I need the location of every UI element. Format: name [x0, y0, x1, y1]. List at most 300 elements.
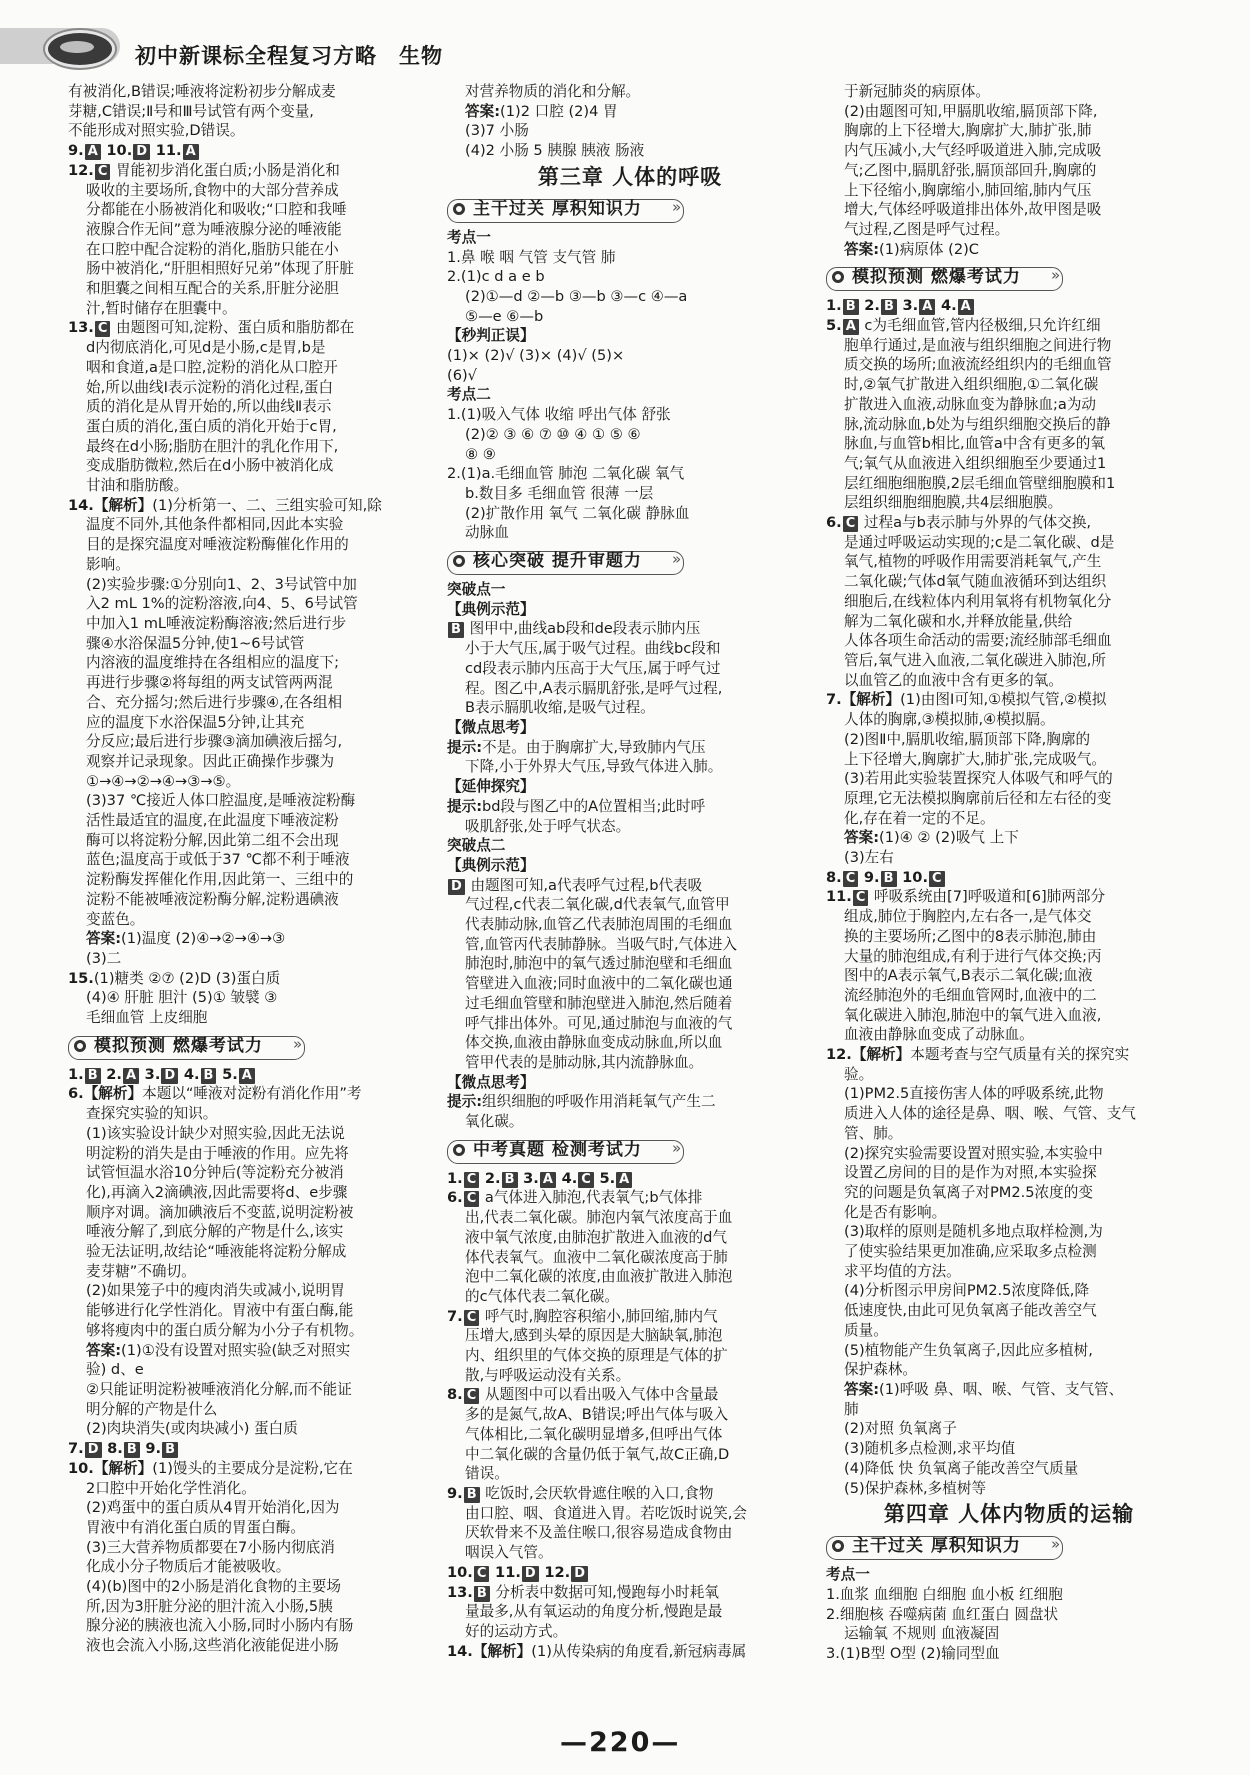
gear-icon [74, 1040, 86, 1052]
text-line [447, 425, 813, 445]
line-text: (2)肉块消失(或肉块减小) 蛋白质 [86, 1420, 298, 1438]
text-line [68, 141, 436, 161]
text-line [447, 1602, 813, 1622]
line-text: (2)实验步骤:①分别向1、2、3号试管中加 [86, 575, 357, 593]
text-line [447, 738, 813, 758]
line-text: (1)呼吸 鼻、咽、喉、气管、支气管、 [879, 1381, 1124, 1398]
text-line [447, 580, 813, 600]
line-text: 好的运动方式。 [465, 1622, 568, 1640]
text-line [447, 1622, 813, 1642]
header-title [135, 40, 443, 70]
text-line [826, 1301, 1192, 1321]
line-text: 应的温度下水浴保温5分钟,让其充 [86, 713, 305, 731]
text-line [447, 895, 813, 915]
text-line [447, 757, 813, 777]
text-line [447, 1504, 813, 1524]
text-line [826, 375, 1192, 395]
question-number: 13. [447, 1583, 473, 1601]
text-line [447, 1464, 813, 1484]
text-line [447, 121, 813, 141]
text-line [447, 1053, 813, 1073]
text-line [826, 513, 1192, 533]
text-line [68, 772, 436, 792]
line-text: 淀粉酶发挥催化作用,因此第一、三组中的 [86, 871, 354, 889]
text-line [68, 240, 436, 260]
line-text: ①→④→②→④→③→⑤。 [86, 772, 241, 790]
line-text: (2)图Ⅱ中,膈肌收缩,膈顶部下降,胸廓的 [844, 730, 1091, 748]
line-text: (3)二 [86, 949, 122, 967]
text-line [447, 405, 813, 425]
text-line [447, 954, 813, 974]
text-line [68, 555, 436, 575]
answer-badge: B [881, 871, 897, 887]
text-line [68, 299, 436, 319]
text-line [447, 484, 813, 504]
text-line [68, 1498, 436, 1518]
text-line [826, 1163, 1192, 1183]
text-line [68, 358, 436, 378]
text-line [447, 659, 813, 679]
line-text: 出,代表二氧化碳。肺泡内氧气浓度高于血 [465, 1209, 733, 1227]
line-text: d内彻底消化,可见d是小肠,c是胃,b是 [86, 339, 326, 357]
gear-icon [453, 203, 465, 215]
text-line [68, 634, 436, 654]
line-text: 观察并记录现象。因此正确操作步骤为 [86, 752, 335, 770]
section-tag: 【解析】 [841, 691, 901, 709]
question-number: 7. [826, 691, 842, 709]
text-line [68, 910, 436, 930]
line-text: 影响。 [86, 555, 130, 573]
line-text: 中二氧化碳的含量仍低于氧气,故C正确,D [465, 1445, 730, 1463]
text-line [447, 141, 813, 161]
line-text: 腺分泌的胰液也流入小肠,同时小肠内有肠 [86, 1617, 354, 1635]
line-text: 由口腔、咽、食道进入胃。若吃饭时说笑,会 [465, 1504, 747, 1522]
line-text: 本题考查与空气质量有关的探究实 [910, 1046, 1130, 1064]
text-line [447, 504, 813, 524]
section-tag: 【解析】 [93, 496, 153, 514]
question-number: 6. [447, 1189, 463, 1207]
section-banner [826, 263, 1192, 293]
answer-badge: A [958, 299, 974, 315]
line-text: c为毛细血管,管内径极细,只允许红细 [864, 317, 1101, 335]
section-tag: 【秒判正误】 [447, 327, 535, 345]
section-banner-title: 模拟预测 燃爆考试力 [94, 1035, 263, 1056]
text-line [68, 1419, 436, 1439]
line-text: 究的问题是负氧离子对PM2.5浓度的变 [844, 1183, 1093, 1201]
section-banner-title: 核心突破 提升审题力 [473, 551, 642, 572]
line-text: 求平均值的方法。 [844, 1262, 961, 1280]
question-number: 9. [145, 1440, 162, 1458]
line-text: 保护森林。 [844, 1361, 917, 1379]
column-middle [447, 82, 813, 1661]
line-text: 再进行步骤②将每组的两支试管两两混 [86, 674, 333, 692]
text-line [68, 811, 436, 831]
line-text: 骤④水浴保温5分钟,使1~6号试管 [86, 634, 305, 652]
line-text: (3)随机多点检测,求平均值 [844, 1440, 1016, 1458]
text-line [68, 279, 436, 299]
line-text: 过程a与b表示肺与外界的气体交换, [863, 514, 1092, 532]
line-text: 化,存在着一定的不足。 [844, 809, 995, 827]
text-line [826, 927, 1192, 947]
text-line [68, 1597, 436, 1617]
line-text: (1)PM2.5直接伤害人体的呼吸系统,此物 [844, 1085, 1104, 1103]
text-line [826, 631, 1192, 651]
line-text: (1)该实验设计缺少对照实验,因此无法说 [86, 1124, 345, 1142]
line-text: 以血管乙的血液中含有更多的氧。 [844, 671, 1063, 689]
line-text: 代表肺动脉,血管乙代表肺泡周围的毛细血 [465, 916, 733, 934]
line-text: (3)37 ℃接近人体口腔温度,是唾液淀粉酶 [86, 792, 356, 810]
section-tag: 【解析】 [851, 1046, 911, 1064]
line-text: 气过程,c代表二氧化碳,d代表氧气,血管甲 [465, 896, 730, 914]
line-text: (1)分析第一、二、三组实验可知,除 [152, 496, 382, 514]
answer-badge: A [919, 299, 935, 315]
line-text: 细胞后,在线粒体内利用氧将有机物氧化分 [844, 592, 1112, 610]
text-line [68, 1557, 436, 1577]
text-line [826, 82, 1192, 102]
line-text: 气过程,乙图是呼气过程。 [844, 220, 1010, 238]
line-text: 查探究实验的知识。 [86, 1105, 218, 1123]
text-line [447, 228, 813, 248]
line-text: 化成小分子物质后才能被吸收。 [86, 1558, 291, 1576]
line-text: 质交换的场所;血液流经组织内的毛细血管 [844, 356, 1112, 374]
question-number: 5. [826, 317, 842, 335]
question-number: 3. [523, 1169, 539, 1187]
line-text: 管,血管丙代表肺静脉。当吸气时,气体进入 [465, 935, 737, 953]
line-text: (2)扩散作用 氧气 二氧化碳 静脉血 [465, 504, 690, 522]
text-line [826, 1624, 1192, 1644]
text-line [447, 915, 813, 935]
text-line [447, 1267, 813, 1287]
line-text: (4)(b)图中的2小肠是消化食物的主要场 [86, 1578, 341, 1596]
section-tag: 【解析】 [472, 1642, 532, 1660]
text-line [68, 1577, 436, 1597]
question-number: 10. [106, 142, 133, 160]
answer-badge: B [448, 622, 464, 638]
answer-badge: A [85, 144, 101, 160]
line-text: 2.(1)c d a e b [447, 268, 545, 286]
line-text: 上下径缩小,胸廓缩小,肺回缩,肺内气压 [844, 181, 1092, 199]
text-line [447, 102, 813, 122]
answer-badge: D [522, 1566, 539, 1582]
text-line [68, 1104, 436, 1124]
text-line [447, 1169, 813, 1189]
section-banner-title: 主干过关 厚积知识力 [473, 198, 642, 219]
line-text: 过毛细血管壁和肺泡壁进入肺泡,然后随着 [465, 994, 733, 1012]
line-text: 2.细胞核 吞噬病菌 血红蛋白 圆盘状 [826, 1605, 1059, 1623]
text-line [826, 612, 1192, 632]
text-line [447, 1092, 813, 1112]
line-text: 体代表氧气。血液中二氧化碳浓度高于肺 [465, 1248, 728, 1266]
line-text: 动脉血 [465, 524, 509, 542]
answer-badge: B [464, 1487, 480, 1503]
answer-badge: D [161, 1068, 178, 1084]
text-line [68, 614, 436, 634]
text-line [447, 267, 813, 287]
line-text: 分反应;最后进行步骤③滴加碘液后摇匀, [86, 733, 343, 751]
section-tag: 答案: [844, 1381, 880, 1398]
text-line [447, 718, 813, 738]
line-text: 组成,肺位于胸腔内,左右各一,是气体交 [844, 908, 1092, 926]
text-line [447, 1208, 813, 1228]
answer-badge: A [239, 1068, 255, 1084]
text-line [447, 445, 813, 465]
question-number: 8. [107, 1440, 123, 1458]
line-text: 下降,小于外界大气压,导致气体进入肺。 [465, 758, 723, 776]
text-line [68, 1380, 436, 1400]
text-line [826, 966, 1192, 986]
line-text: (4)降低 快 负氧离子能改善空气质量 [844, 1459, 1079, 1477]
answer-badge: D [85, 1442, 102, 1458]
column-left [68, 82, 436, 1656]
text-line [826, 1380, 1192, 1400]
line-text: 设置乙房间的目的是作为对照,本实验探 [844, 1164, 1097, 1182]
line-text: B表示膈肌收缩,是吸气过程。 [465, 699, 655, 717]
section-tag: 答案: [844, 829, 880, 847]
line-text: 解为二氧化碳和水,并释放能量,供给 [844, 612, 1073, 630]
line-text: 泡中二氧化碳的浓度,由血液扩散进入肺泡 [465, 1268, 733, 1286]
line-text: (1)温度 (2)④→②→④→③ [121, 930, 286, 948]
section-tag: 答案: [86, 930, 122, 948]
question-number: 1. [68, 1065, 84, 1083]
text-line [68, 1301, 436, 1321]
line-text: 气;乙图中,膈肌舒张,膈顶部回升,胸廓的 [844, 161, 1097, 179]
line-text: (4)④ 肝脏 胆汁 (5)① 皱襞 ③ [86, 989, 278, 1007]
line-text: 的c气体代表二氧化碳。 [465, 1287, 619, 1305]
answer-badge: B [843, 299, 859, 315]
question-number: 14. [68, 496, 94, 514]
text-line [447, 366, 813, 386]
question-number: 9. [863, 868, 880, 886]
text-line [68, 515, 436, 535]
line-text: 原理,它无法模拟胸廓前后径和左右径的变 [844, 789, 1112, 807]
question-number: 9. [68, 142, 84, 160]
line-text: 内溶液的温度维持在各组相应的温度下; [86, 654, 340, 672]
line-text: 2口腔中开始化学性消化。 [86, 1479, 256, 1497]
line-text: 管甲代表的是肺动脉,其内流静脉血。 [465, 1053, 704, 1071]
answer-badge: A [843, 319, 859, 335]
section-tag: 【解析】 [93, 1459, 153, 1477]
text-line [68, 575, 436, 595]
chapter-title: 第四章 人体内物质的运输 [883, 1502, 1135, 1527]
question-number: 5. [222, 1065, 238, 1083]
line-text: a气体进入肺泡,代表氧气;b气体排 [484, 1189, 703, 1207]
line-text: (2)①—d ②—b ③—b ③—c ④—a [465, 287, 688, 305]
answer-badge: D [571, 1566, 588, 1582]
text-line [68, 1084, 436, 1104]
line-text: 化是否有影响。 [844, 1203, 947, 1221]
question-number: 4. [940, 297, 957, 315]
text-line [68, 1222, 436, 1242]
line-text: 咽误入气管。 [465, 1544, 553, 1562]
line-text: 人体各项生命活动的需要;流经肺部毛细血 [844, 632, 1112, 650]
text-line [826, 828, 1192, 848]
line-text: 错误。 [465, 1465, 509, 1483]
chevron-right-icon: » [293, 1034, 303, 1053]
line-text: 气;氧气从血液进入组织细胞至少要通过1 [844, 454, 1107, 472]
answer-badge: C [578, 1172, 594, 1188]
text-line [68, 1518, 436, 1538]
text-line [68, 1203, 436, 1223]
text-line [68, 752, 436, 772]
question-number: 12. [544, 1563, 571, 1581]
line-text: 和胆囊之间相互配合的关系,肝脏分泌胆 [86, 280, 339, 298]
line-text: 质的消化是从胃开始的,所以曲线Ⅱ表示 [86, 398, 332, 416]
line-text: 呼气时,胸腔容积缩小,肺回缩,肺内气 [484, 1307, 718, 1325]
line-text: (3)若用此实验装置探究人体吸气和呼气的 [844, 770, 1113, 788]
line-text: 人体的胸廓,③模拟肺,④模拟膈。 [844, 711, 1055, 729]
text-line [68, 850, 436, 870]
text-line [447, 876, 813, 896]
line-text: (2)鸡蛋中的蛋白质从4胃开始消化,因为 [86, 1499, 340, 1517]
section-banner [826, 1532, 1192, 1562]
line-text: 从题图中可以看出吸入气体中含量最 [484, 1386, 719, 1404]
text-line [447, 817, 813, 837]
section-tag: 【解析】 [83, 1085, 143, 1103]
section-tag: 考点一 [447, 228, 491, 246]
text-line [826, 1439, 1192, 1459]
answer-badge: C [853, 890, 869, 906]
line-text: 量最多,从有氧运动的角度分析,慢跑是最 [465, 1603, 723, 1621]
line-text: 压增大,感到头晕的原因是大脑缺氧,肺泡 [465, 1327, 723, 1345]
line-text: 咽和食道,a是口腔,淀粉的消化从口腔开 [86, 358, 338, 376]
line-text: 多的是氮气,故A、B错误;呼出气体与吸入 [465, 1406, 729, 1424]
text-line [826, 572, 1192, 592]
line-text: (2)探究实验需要设置对照实验,本实验中 [844, 1144, 1103, 1162]
text-line [826, 809, 1192, 829]
text-line [826, 769, 1192, 789]
line-text: 目的是探究温度对唾液淀粉酶催化作用的 [86, 536, 349, 554]
text-line [447, 856, 813, 876]
text-line [68, 1360, 436, 1380]
line-text: 麦芽糖”不确切。 [86, 1262, 196, 1280]
question-number: 1. [826, 297, 842, 315]
line-text: 胃液中有消化蛋白质的胃蛋白酶。 [86, 1518, 305, 1536]
text-line [826, 947, 1192, 967]
text-line [826, 434, 1192, 454]
section-tag: 答案: [86, 1341, 122, 1359]
line-text: 层组织细胞细胞膜,共4层细胞膜。 [844, 494, 1063, 512]
line-text: (4)分析图示甲房间PM2.5浓度降低,降 [844, 1282, 1090, 1300]
text-line [826, 710, 1192, 730]
text-line [447, 82, 813, 102]
line-text: ②只能证明淀粉被唾液消化分解,而不能证 [86, 1381, 352, 1398]
text-line [826, 1419, 1192, 1439]
line-text: (1)2 口腔 (2)4 胃 [500, 102, 618, 120]
text-line [447, 385, 813, 405]
line-text: 大量的肺泡组成,有利于进行气体交换;丙 [844, 947, 1102, 965]
text-line [826, 200, 1192, 220]
line-text: bd段与图乙中的A位置相当;此时呼 [482, 797, 706, 815]
section-tag: 答案: [465, 102, 501, 120]
line-text: 时,②氧气扩散进入组织细胞,①二氧化碳 [844, 376, 1099, 394]
text-line [826, 296, 1192, 316]
text-line [68, 378, 436, 398]
line-text: cd段表示肺内压高于大气压,属于呼气过 [465, 659, 721, 677]
line-text: 内、组织里的气体交换的原理是气体的扩 [465, 1347, 728, 1365]
line-text: 质进入人体的途径是鼻、咽、喉、气管、支气 [844, 1105, 1136, 1123]
answer-badge: B [474, 1586, 490, 1602]
text-line [447, 1405, 813, 1425]
line-text: 淀粉不能被唾液淀粉酶分解,淀粉遇碘液 [86, 890, 339, 908]
answer-badge: B [124, 1442, 140, 1458]
line-text: (5)保护森林,多植树等 [844, 1479, 987, 1497]
line-text: (1)从传染病的角度看,新冠病毒属 [531, 1642, 747, 1660]
chapter-title: 第三章 人体的呼吸 [537, 164, 723, 189]
text-line [447, 1307, 813, 1327]
text-line [447, 1188, 813, 1208]
text-line [826, 454, 1192, 474]
line-text: 1.血浆 血细胞 白细胞 血小板 红细胞 [826, 1585, 1063, 1603]
line-text: 试管恒温水浴10分钟后(等淀粉充分被消 [86, 1164, 344, 1182]
section-tag: 答案: [844, 240, 880, 258]
text-line [447, 464, 813, 484]
text-line [68, 1163, 436, 1183]
line-text: (1)④ ② (2)吸气 上下 [879, 829, 1019, 847]
text-line [68, 1459, 436, 1479]
text-line [826, 730, 1192, 750]
question-number: 8. [826, 868, 842, 886]
line-text: 质量。 [844, 1321, 888, 1339]
answer-badge: D [448, 879, 465, 895]
line-text: 蛋白质的消化,蛋白质的消化开始于c胃, [86, 417, 337, 435]
text-line [68, 437, 436, 457]
text-line [447, 1112, 813, 1132]
text-line [826, 1144, 1192, 1164]
line-text: 对营养物质的消化和分解。 [465, 83, 641, 100]
text-line [68, 949, 436, 969]
text-line [447, 1366, 813, 1386]
text-line [68, 1636, 436, 1656]
section-banner [447, 547, 813, 577]
text-line [826, 907, 1192, 927]
text-line [447, 1642, 813, 1662]
line-text: 氧化碳。 [465, 1113, 524, 1131]
text-line [447, 619, 813, 639]
line-text: 够将瘦肉中的蛋白质分解为小分子有机物。 [86, 1321, 364, 1339]
line-text: 肠中被消化,“肝胆相照好兄弟”体现了肝脏 [86, 260, 354, 278]
page-header [0, 0, 1250, 82]
text-line [826, 1605, 1192, 1625]
text-line [826, 102, 1192, 122]
text-line [447, 797, 813, 817]
text-line [447, 1563, 813, 1583]
line-text: 最终在d小肠;脂肪在胆汁的乳化作用下, [86, 437, 339, 455]
answer-badge: C [843, 871, 859, 887]
text-line [68, 1242, 436, 1262]
text-line [68, 988, 436, 1008]
text-line [826, 493, 1192, 513]
text-line [68, 535, 436, 555]
text-line [826, 415, 1192, 435]
text-line [68, 220, 436, 240]
question-number: 4. [183, 1065, 200, 1083]
book-title: 初中新课标全程复习方略 [135, 44, 377, 68]
text-line [68, 338, 436, 358]
line-text: 二氧化碳;气体d氧气随血液循环到达组织 [844, 573, 1107, 591]
line-text: (1)× (2)√ (3)× (4)√ (5)× [447, 347, 625, 365]
line-text: 由题图可知,淀粉、蛋白质和脂肪都在 [116, 319, 355, 337]
text-line [826, 1281, 1192, 1301]
text-line [826, 533, 1192, 553]
text-line [68, 791, 436, 811]
text-line [68, 1341, 436, 1361]
text-line [68, 1065, 436, 1085]
text-line [447, 1425, 813, 1445]
section-tag: 提示: [447, 797, 483, 815]
text-line [447, 326, 813, 346]
line-text: (2)② ③ ⑥ ⑦ ⑩ ④ ① ⑤ ⑥ [465, 425, 641, 443]
text-line [826, 887, 1192, 907]
